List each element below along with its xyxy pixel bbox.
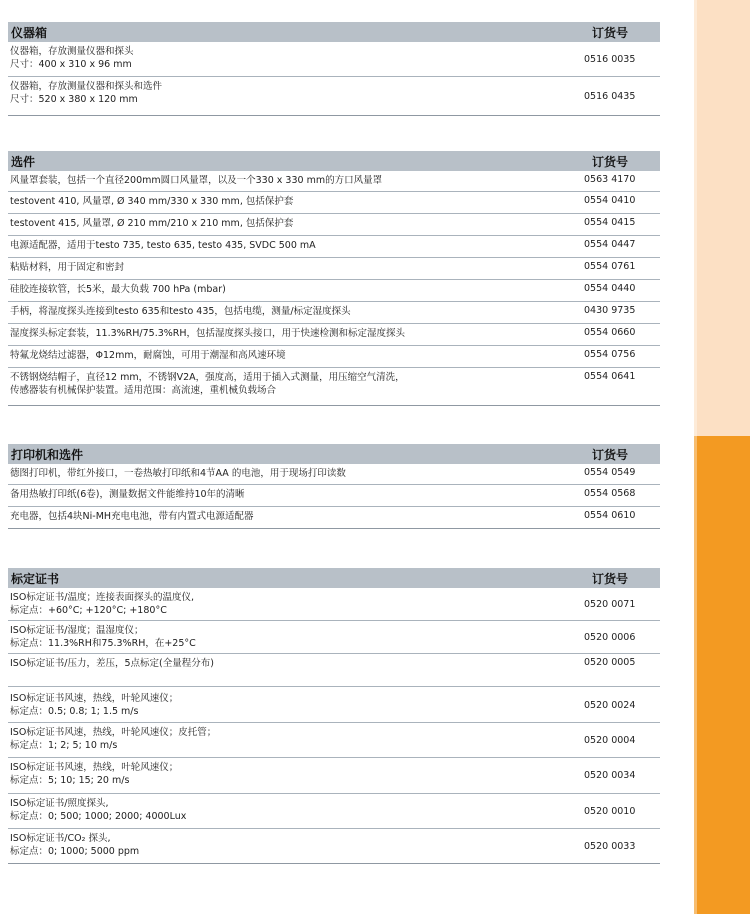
table-row: [8, 723, 660, 758]
row-description: 仪器箱，存放测量仪器和探头和选件 尺寸：520 x 380 x 120 mm: [10, 81, 163, 105]
table-row: [8, 368, 660, 406]
section-options: [8, 151, 660, 406]
section-calibration: [8, 568, 660, 864]
order-number: 0554 0641: [584, 371, 636, 382]
row-description: 手柄，将湿度探头连接到testo 635和testo 435，包括电缆，测量/标定湿度探头: [10, 306, 351, 317]
side-band-dark: [694, 436, 750, 914]
section-title: 选件: [11, 155, 36, 169]
row-description: 不锈钢烧结帽子，直径12 mm，不锈钢V2A，强度高，适用于插入式测量，用压缩空气清洗， 传感器装有机械保护装置。适用范围：高流速，重机械负载场合: [10, 372, 405, 396]
table-row: [8, 258, 660, 280]
order-number: 0554 0440: [584, 283, 636, 294]
column-header-order-no: 订货号: [592, 26, 629, 40]
order-number: 0520 0005: [584, 657, 636, 668]
row-description: 硅胶连接软管，长5米，最大负载 700 hPa (mbar): [10, 284, 226, 295]
order-number: 0520 0006: [584, 632, 636, 643]
side-band-light: [694, 0, 750, 436]
order-number: 0554 0660: [584, 327, 636, 338]
table-row: [8, 485, 660, 507]
order-number: 0563 4170: [584, 174, 636, 185]
table-row: [8, 654, 660, 687]
table-row: [8, 236, 660, 258]
section-printer: [8, 444, 660, 529]
row-description: ISO标定证书风速，热线，叶轮风速仪； 标定点：5; 10; 15; 20 m/s: [10, 762, 179, 786]
table-row: [8, 464, 660, 485]
order-number: 0520 0004: [584, 735, 636, 746]
table-row: [8, 346, 660, 368]
row-description: 德图打印机，带红外接口，一卷热敏打印纸和4节AA 的电池，用于现场打印读数: [10, 468, 346, 479]
row-description: ISO标定证书/照度探头, 标定点：0; 500; 1000; 2000; 4000Lux: [10, 798, 187, 822]
row-description: 湿度探头标定套装，11.3%RH/75.3%RH，包括湿度探头接口，用于快速检测和标定湿度探头: [10, 328, 406, 339]
section-title: 仪器箱: [11, 26, 48, 40]
row-description: 电源适配器，适用于testo 735, testo 635, testo 435, SVDC 500 mA: [10, 240, 316, 251]
table-row: [8, 214, 660, 236]
column-header-order-no: 订货号: [592, 572, 629, 586]
table-row: [8, 507, 660, 529]
order-number: 0516 0435: [584, 91, 636, 102]
table-row: [8, 324, 660, 346]
section-header: [8, 444, 660, 464]
row-description: ISO标定证书风速，热线，叶轮风速仪； 标定点：0.5; 0.8; 1; 1.5 m/s: [10, 693, 179, 717]
order-number: 0520 0024: [584, 700, 636, 711]
row-description: 特氟龙烧结过滤器，Φ12mm，耐腐蚀，可用于潮湿和高风速环境: [10, 350, 286, 361]
order-number: 0554 0415: [584, 217, 636, 228]
order-number: 0554 0761: [584, 261, 636, 272]
table-row: [8, 588, 660, 621]
table-row: [8, 829, 660, 864]
table-row: [8, 302, 660, 324]
column-header-order-no: 订货号: [592, 448, 629, 462]
row-description: ISO标定证书风速，热线，叶轮风速仪；皮托管； 标定点：1; 2; 5; 10 m/s: [10, 727, 217, 751]
table-row: [8, 171, 660, 192]
table-row: [8, 794, 660, 829]
order-number: 0520 0033: [584, 841, 636, 852]
table-row: [8, 192, 660, 214]
table-row: [8, 621, 660, 654]
order-number: 0430 9735: [584, 305, 636, 316]
section-header: [8, 22, 660, 42]
order-number: 0554 0568: [584, 488, 636, 499]
order-number: 0520 0034: [584, 770, 636, 781]
row-description: ISO标定证书/压力，差压，5点标定(全量程分布): [10, 658, 214, 669]
section-instrument-case: [8, 22, 660, 116]
section-title: 标定证书: [11, 572, 60, 586]
row-description: 充电器，包括4块Ni-MH充电电池，带有内置式电源适配器: [10, 511, 254, 522]
table-row: [8, 42, 660, 77]
section-title: 打印机和选件: [11, 448, 84, 462]
section-header: [8, 568, 660, 588]
row-description: 粘贴材料，用于固定和密封: [10, 262, 125, 273]
row-description: testovent 415, 风量罩, Ø 210 mm/210 x 210 mm, 包括保护套: [10, 218, 294, 229]
order-number: 0516 0035: [584, 54, 636, 65]
order-number: 0520 0010: [584, 806, 636, 817]
table-row: [8, 758, 660, 794]
row-description: 仪器箱，存放测量仪器和探头 尺寸：400 x 310 x 96 mm: [10, 46, 134, 70]
order-number: 0554 0549: [584, 467, 636, 478]
table-row: [8, 687, 660, 723]
table-row: [8, 280, 660, 302]
order-number: 0554 0610: [584, 510, 636, 521]
row-description: 风量罩套装，包括一个直径200mm圆口风量罩，以及一个330 x 330 mm的方口风量罩: [10, 175, 383, 186]
side-color-band: [694, 0, 750, 914]
row-description: ISO标定证书/CO₂ 探头, 标定点：0; 1000; 5000 ppm: [10, 833, 140, 857]
section-header: [8, 151, 660, 171]
side-band-edge: [694, 0, 697, 914]
row-description: ISO标定证书/温度；连接表面探头的温度仪, 标定点：+60°C; +120°C; +180°C: [10, 592, 195, 616]
row-description: ISO标定证书/湿度；温湿度仪； 标定点：11.3%RH和75.3%RH，在+25°C: [10, 625, 196, 649]
order-number: 0554 0410: [584, 195, 636, 206]
row-description: 备用热敏打印纸(6卷)，测量数据文件能维持10年的清晰: [10, 489, 245, 500]
order-number: 0520 0071: [584, 599, 636, 610]
row-description: testovent 410, 风量罩, Ø 340 mm/330 x 330 mm, 包括保护套: [10, 196, 294, 207]
table-row: [8, 77, 660, 116]
order-number: 0554 0447: [584, 239, 636, 250]
column-header-order-no: 订货号: [592, 155, 629, 169]
order-number: 0554 0756: [584, 349, 636, 360]
